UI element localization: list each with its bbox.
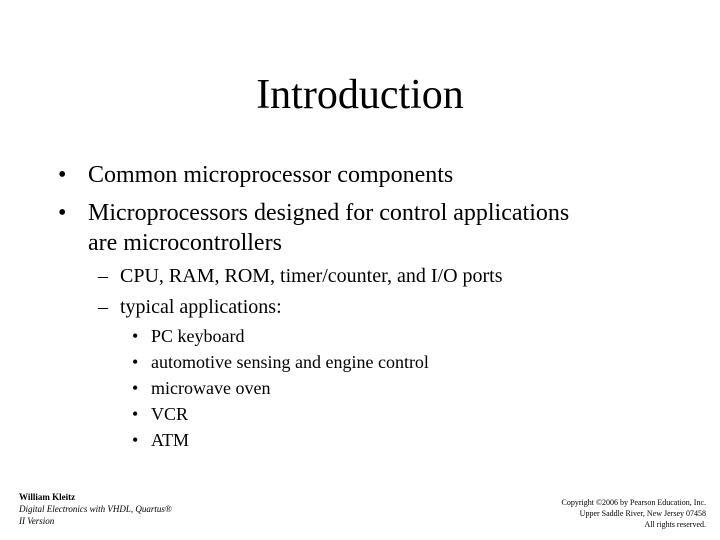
footer-book-title: Digital Electronics with VHDL, Quartus® <box>19 504 172 514</box>
sub-bullet-text: typical applications: <box>120 296 282 318</box>
application-bullet: • <box>132 404 139 424</box>
application-bullet: • <box>132 352 139 372</box>
bullet-marker: • <box>58 162 67 188</box>
bullet-text-continuation: are microcontrollers <box>88 230 282 256</box>
application-text: automotive sensing and engine control <box>151 352 429 372</box>
application-bullet: • <box>132 378 139 398</box>
footer-left <box>19 491 172 527</box>
sub-bullet-marker: – <box>98 265 108 287</box>
application-text: VCR <box>151 404 189 424</box>
footer-author: William Kleitz <box>19 492 76 502</box>
footer-copyright <box>562 497 707 530</box>
application-text: PC keyboard <box>151 326 245 346</box>
sub-bullet-text: CPU, RAM, ROM, timer/counter, and I/O ports <box>120 265 503 287</box>
bullet-text: Microprocessors designed for control applications <box>88 200 570 226</box>
application-bullet: • <box>132 326 139 346</box>
application-text: ATM <box>151 430 190 450</box>
application-text: microwave oven <box>151 378 271 398</box>
application-bullet: • <box>132 430 139 450</box>
bullet-marker: • <box>58 200 67 226</box>
sub-bullet-marker: – <box>98 296 108 318</box>
slide-title: Introduction <box>256 72 464 118</box>
copyright-line: All rights reserved. <box>644 520 706 529</box>
copyright-line: Copyright ©2006 by Pearson Education, Inc. <box>561 498 706 507</box>
copyright-line: Upper Saddle River, New Jersey 07458 <box>579 509 706 518</box>
footer-book-title-line2: II Version <box>19 516 55 526</box>
bullet-text: Common microprocessor components <box>88 162 454 188</box>
